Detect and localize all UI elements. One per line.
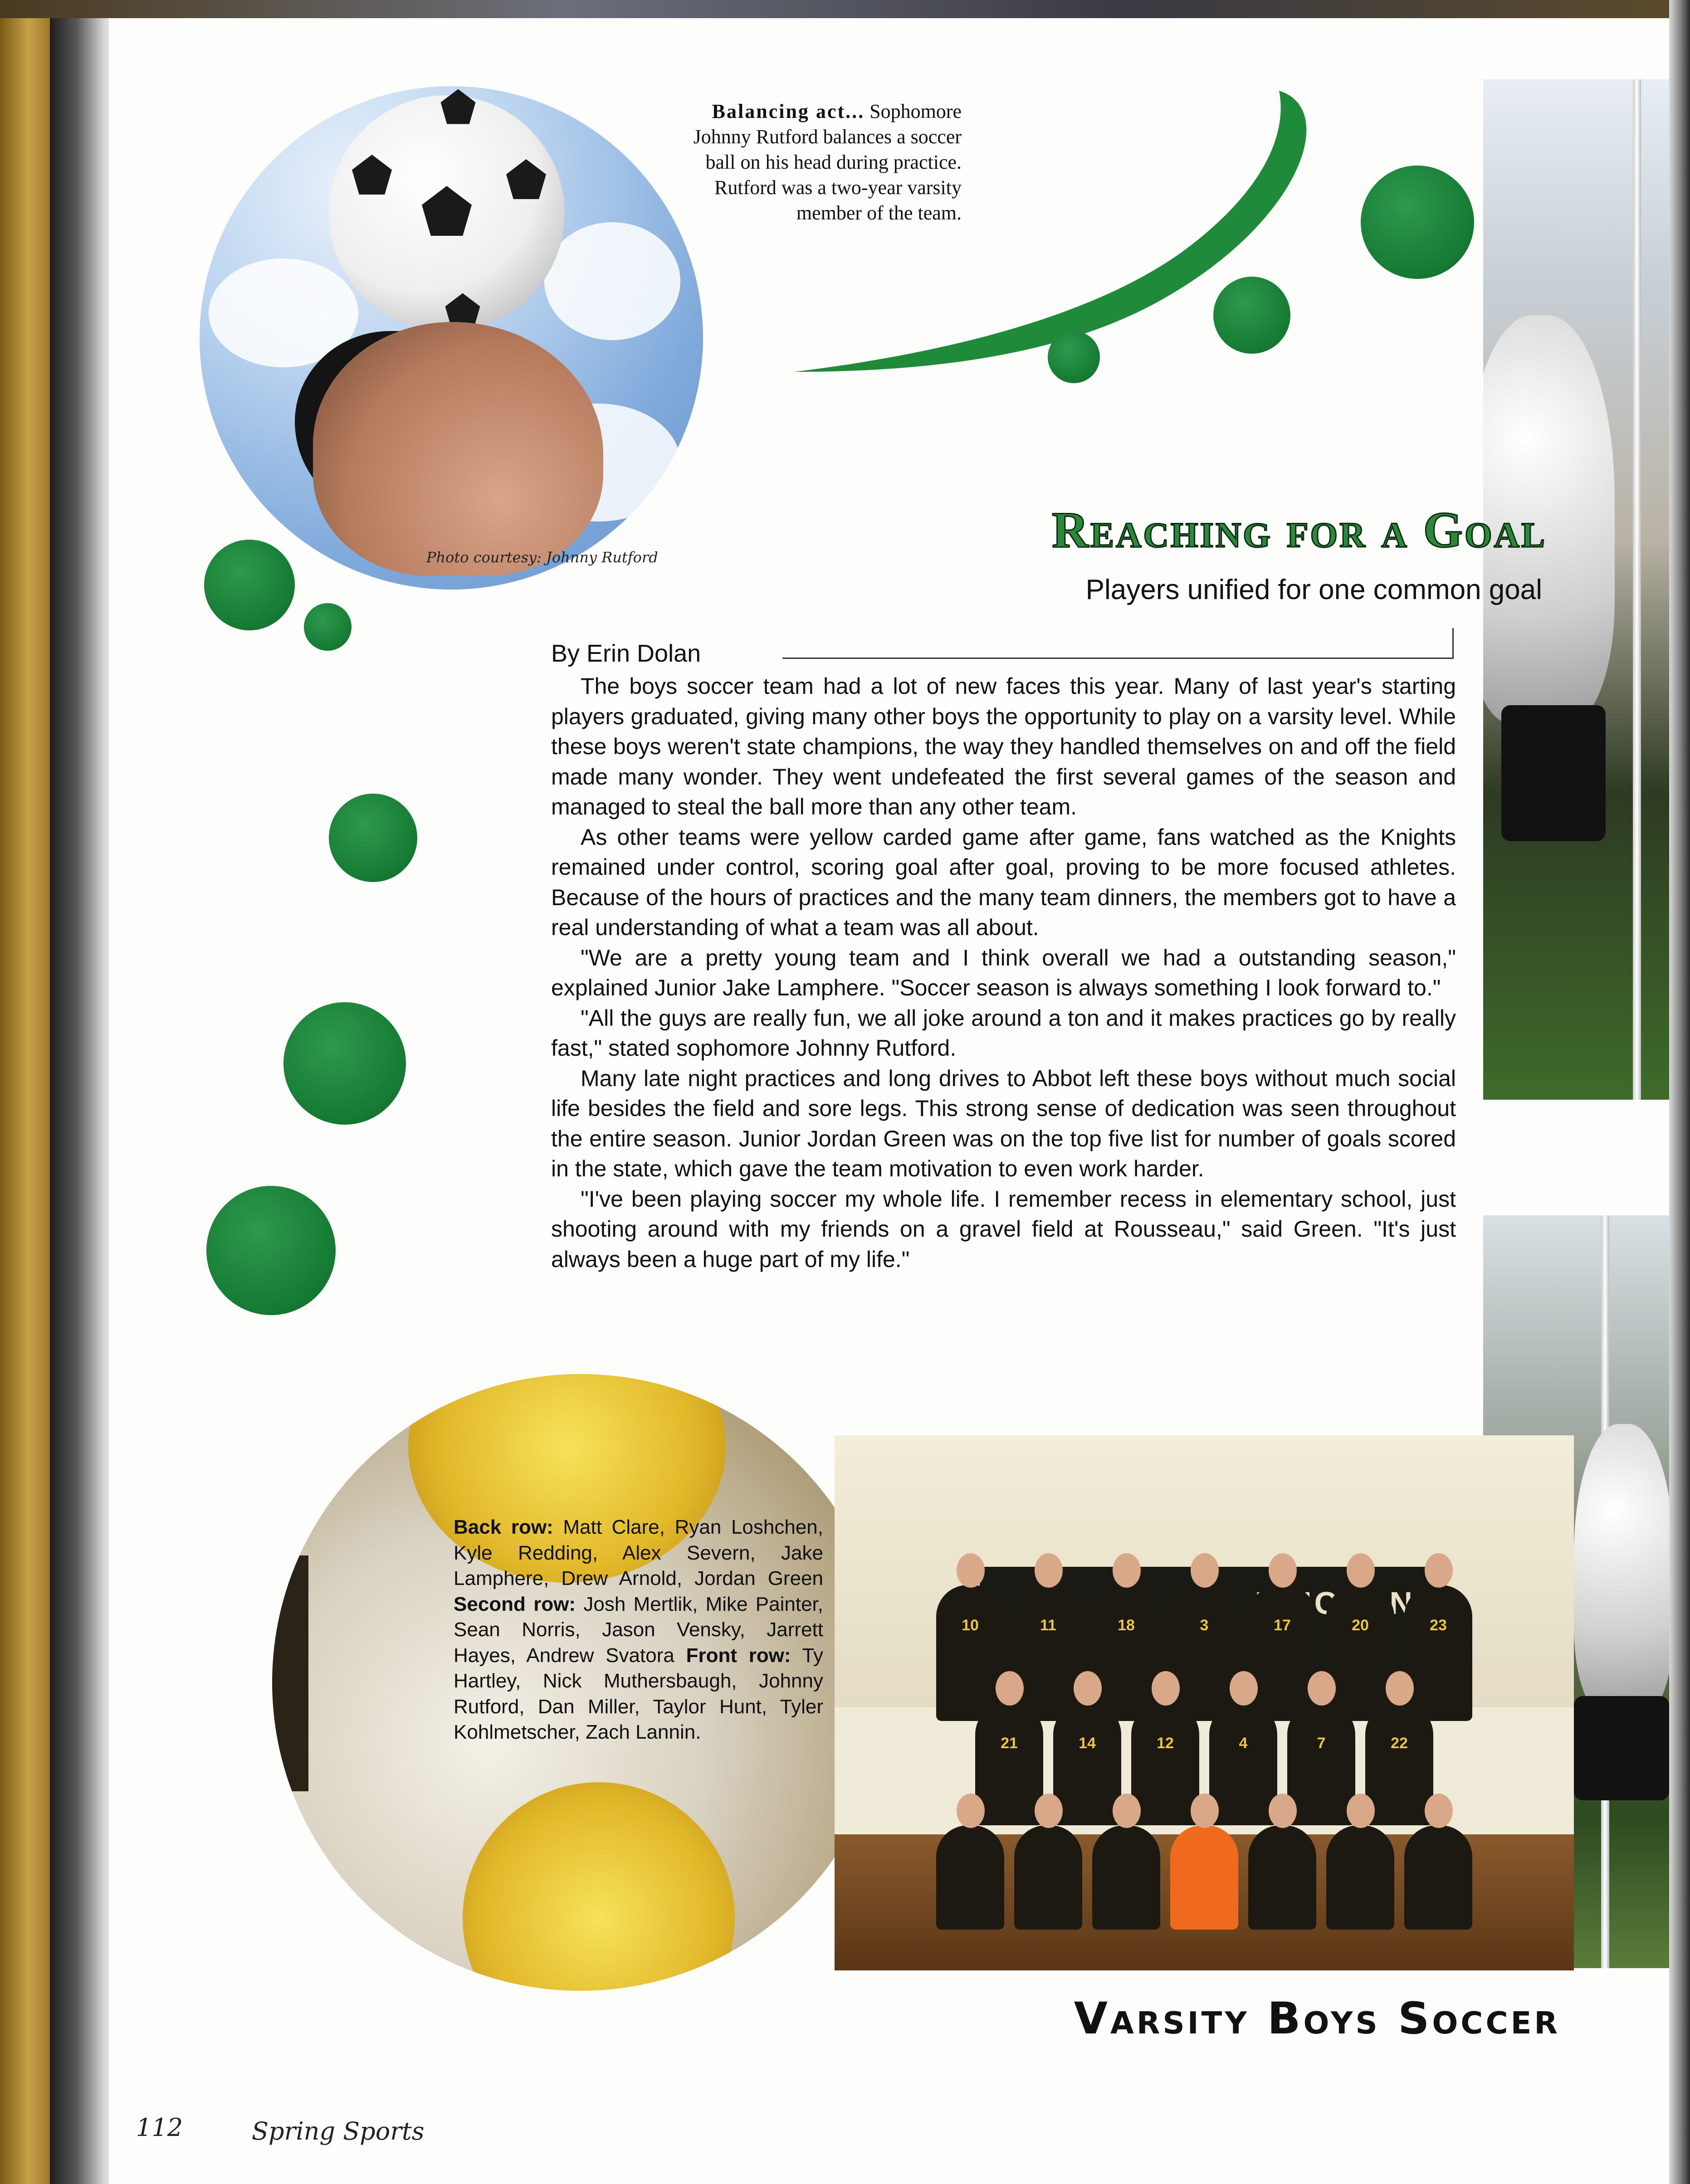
- jersey-number: 10: [962, 1617, 979, 1634]
- decorative-dot: [1048, 331, 1100, 383]
- ball-panel: [441, 89, 476, 124]
- caption-text: Sophomore Johnny Rutford balances a soccer ball on his head during practice. Rutford was a two-year varsity member of the team.: [693, 100, 962, 224]
- story-paragraph: Many late night practices and long drives to Abbot left these boys without much social life besides the field and sore legs. This strong sense of dedication was seen throughout the entire season. Junior Jordan Green was on the top five list for number of goals scored in the state, which gave the team motivation to even work harder.: [551, 1065, 1456, 1181]
- story-paragraph: "We are a pretty young team and I think overall we had a outstanding season," explained Junior Jake Lamphere. "Soccer season is always something I look forward to.": [551, 945, 1456, 1000]
- story-paragraph: As other teams were yellow carded game after game, fans watched as the Knights remained under control, scoring goal after goal, proving to be more focused athletes. Because of the hours of practices and the many team dinners, the members got to have a real understanding of what a team was all about.: [551, 824, 1456, 940]
- photo-caption: [689, 99, 962, 226]
- jersey-number: 22: [1391, 1735, 1408, 1752]
- front-row-label: Front row:: [686, 1644, 791, 1667]
- front-row-names: Ty Hartley, Nick Muthersbaugh, Johnny Rutford, Dan Miller, Taylor Hunt, Tyler Kohlmetscher, Zach Lannin.: [454, 1644, 823, 1743]
- story-paragraph: "I've been playing soccer my whole life. I remember recess in elementary school, just shooting around with my friends on a gravel field at Rousseau," said Green. "It's just always been a huge part of my life.": [551, 1186, 1456, 1272]
- decorative-dot: [1361, 166, 1474, 279]
- player: [975, 1703, 1043, 1825]
- player-shorts: [1501, 705, 1606, 841]
- decorative-dot: [204, 540, 295, 630]
- ball-panel: [352, 155, 392, 195]
- byline-rule-end: [1452, 628, 1454, 658]
- cloud: [544, 222, 680, 340]
- goalkeeper: [1170, 1825, 1238, 1930]
- yearbook-page: [109, 18, 1669, 2184]
- ball-seam: [272, 1555, 308, 1791]
- story-body: [551, 671, 1456, 1274]
- byline: By Erin Dolan: [551, 640, 701, 667]
- jersey-number: 18: [1118, 1617, 1135, 1634]
- photo-credit: Photo courtesy: Johnny Rutford: [426, 549, 658, 566]
- jersey-number: 7: [1317, 1735, 1326, 1752]
- player-shorts: [1574, 1696, 1669, 1800]
- back-row-players: [835, 1585, 1574, 1721]
- section-label: Spring Sports: [252, 2117, 425, 2145]
- team-roster-caption: [454, 1515, 823, 1745]
- subheadline: Players unified for one common goal: [1085, 574, 1542, 605]
- byline-rule: [782, 658, 1454, 659]
- soccer-ball: [329, 95, 565, 331]
- player: [1170, 1585, 1238, 1721]
- decorative-dot: [283, 1002, 406, 1125]
- right-page-edge: [1669, 0, 1690, 2184]
- jersey-number: 3: [1200, 1617, 1209, 1634]
- story-paragraph: "All the guys are really fun, we all joke around a ton and it makes practices go by really fast," stated sophomore Johnny Rutford.: [551, 1005, 1456, 1061]
- jersey-number: 4: [1239, 1735, 1248, 1752]
- player: [1326, 1825, 1394, 1930]
- player: [1131, 1703, 1199, 1825]
- player-head: [313, 322, 603, 576]
- back-row-label: Back row:: [454, 1516, 553, 1538]
- player: [1014, 1585, 1082, 1721]
- player: [1209, 1703, 1277, 1825]
- ball-panel: [422, 186, 472, 236]
- ball-panel: [463, 1782, 735, 1991]
- team-photo: [835, 1435, 1574, 1970]
- player: [1053, 1703, 1121, 1825]
- jersey-number: 14: [1079, 1735, 1096, 1752]
- player: [1365, 1703, 1433, 1825]
- caption-lead: Balancing act...: [712, 100, 865, 122]
- player: [936, 1825, 1004, 1930]
- player: [1287, 1703, 1355, 1825]
- goal-post: [1633, 79, 1641, 1100]
- second-row-label: Second row:: [454, 1593, 576, 1615]
- top-edge: [0, 0, 1690, 18]
- jersey-number: 20: [1352, 1617, 1369, 1634]
- back-row-names: Matt Clare, Ryan Loshchen, Kyle Redding, Alex Severn, Jake Lamphere, Drew Arnold, Jordan Green: [454, 1516, 823, 1589]
- page-number: 112: [136, 2113, 183, 2142]
- ball-panel: [506, 159, 546, 199]
- front-row-players: [835, 1825, 1574, 1930]
- jersey-number: 11: [1040, 1617, 1056, 1634]
- player: [1404, 1585, 1472, 1721]
- headline: Reaching for a Goal: [1052, 502, 1547, 558]
- decorative-dot: [304, 603, 352, 651]
- decorative-dot: [329, 794, 417, 882]
- player: [1092, 1585, 1160, 1721]
- player-figure: [1574, 1424, 1669, 1714]
- player: [1092, 1825, 1160, 1930]
- second-row-names: Josh Mertlik, Mike Painter, Sean Norris, Jason Vensky, Jarrett Hayes, Andrew Svatora: [454, 1593, 823, 1667]
- jersey-number: 21: [1001, 1735, 1018, 1752]
- jersey-number: 12: [1157, 1735, 1174, 1752]
- section-title: Varsity Boys Soccer: [1074, 1993, 1560, 2044]
- jersey-number: 23: [1430, 1617, 1447, 1634]
- player: [1248, 1585, 1316, 1721]
- decorative-dot: [1213, 277, 1290, 354]
- player: [1326, 1585, 1394, 1721]
- decorative-dot: [206, 1186, 336, 1315]
- page-gutter: [50, 0, 118, 2184]
- player: [1404, 1825, 1472, 1930]
- player: [1248, 1825, 1316, 1930]
- ball-balancing-photo: [200, 86, 703, 590]
- player: [1014, 1825, 1082, 1930]
- player: [936, 1585, 1004, 1721]
- jersey-number: 17: [1274, 1617, 1291, 1634]
- story-paragraph: The boys soccer team had a lot of new faces this year. Many of last year's starting players graduated, giving many other boys the opportunity to play on a varsity level. While these boys weren't state champions, the way they handled themselves on and off the field made many wonder. They went undefeated the first several games of the season and managed to steal the ball more than any other team.: [551, 673, 1456, 819]
